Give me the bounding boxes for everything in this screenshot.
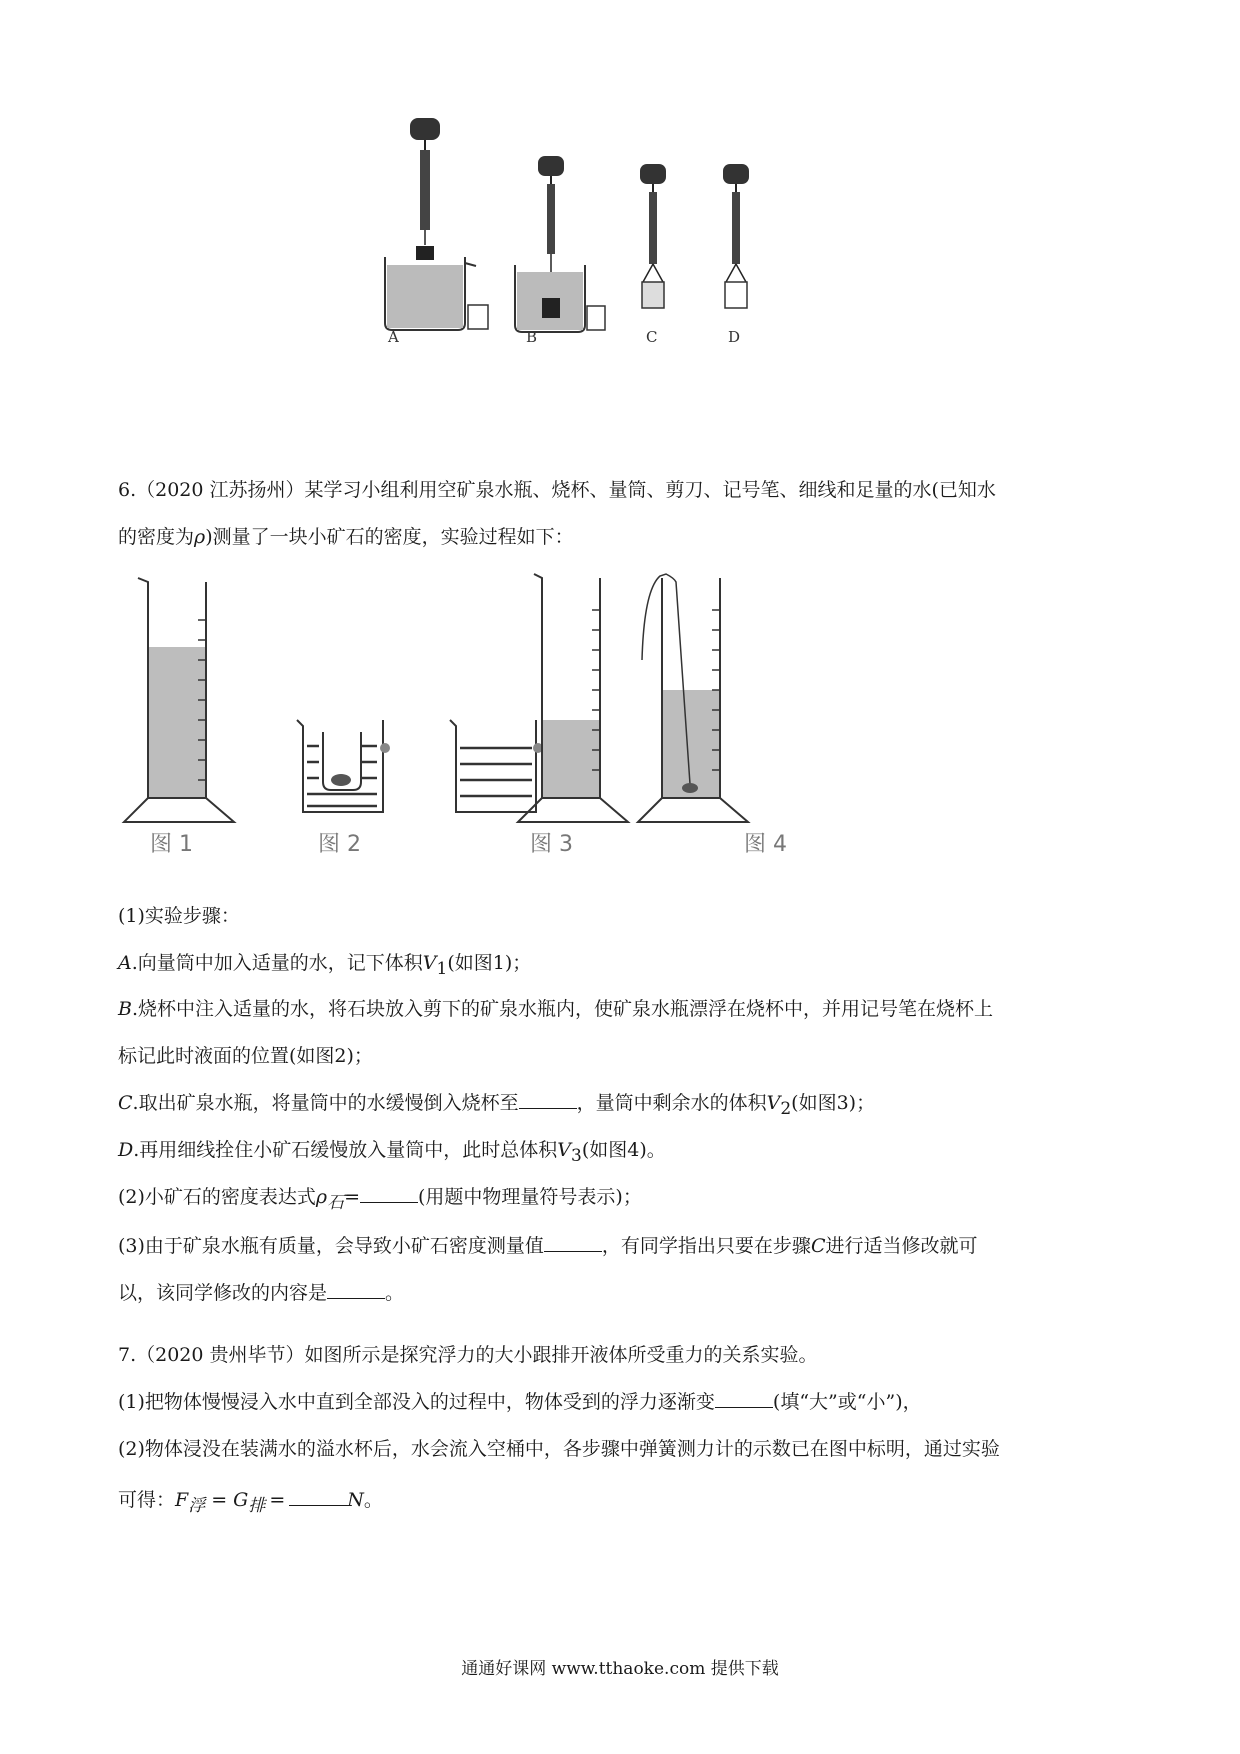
rho-stone: ρ <box>315 1186 328 1208</box>
g-sub: 排 <box>248 1495 266 1516</box>
setup-a <box>385 118 488 330</box>
step-b-text: .烧杯中注入适量的水，将石块放入剪下的矿泉水瓶内，使矿泉水瓶漂浮在烧杯中，并用记号笔在烧杯上 <box>131 998 994 1020</box>
answer-blank-force[interactable] <box>289 1487 347 1506</box>
q7-part1-tail: (填“大”或“小”)， <box>772 1391 922 1413</box>
step-c-letter: C <box>118 1092 133 1114</box>
v3-var: V <box>557 1139 572 1161</box>
spring-scale-figure <box>380 110 840 390</box>
eq-sign-2: = <box>269 1489 286 1511</box>
q6-step-c <box>118 1090 875 1122</box>
q6-header: 6.（2020 江苏扬州）某学习小组利用空矿泉水瓶、烧杯、量筒、剪刀、记号笔、细线和足量的水(已知水 <box>118 479 996 501</box>
figure-label-c: C <box>646 328 658 346</box>
setup-b <box>515 156 605 332</box>
step-a-tail: (如图1)； <box>447 952 532 974</box>
part3-text2: ，有同学指出只要在步骤 <box>601 1235 811 1257</box>
part3-text3: 进行适当修改就可 <box>825 1235 978 1257</box>
rho-stone-sub: 石 <box>327 1192 345 1213</box>
q7-part1-text: (1)把物体慢慢浸入水中直到全部没入的过程中，物体受到的浮力逐渐变 <box>118 1391 715 1413</box>
part3-text: (3)由于矿泉水瓶有质量，会导致小矿石密度测量值 <box>118 1235 544 1257</box>
answer-blank-error[interactable] <box>544 1233 602 1252</box>
eq-sign-1: = <box>211 1489 228 1511</box>
cylinder-figure <box>122 570 832 870</box>
figure-label-a: A <box>388 328 399 346</box>
graduated-cylinder-3 <box>518 574 628 822</box>
step-c-text: .取出矿泉水瓶，将量筒中的水缓慢倒入烧杯至 <box>132 1092 519 1114</box>
answer-blank-buoyancy[interactable] <box>715 1389 773 1408</box>
v2-var: V <box>766 1092 781 1114</box>
q6-header-line2-b: )测量了一块小矿石的密度，实验过程如下： <box>205 526 574 548</box>
step-c-ref: C <box>810 1235 826 1257</box>
cylinder-drawing <box>122 570 832 810</box>
answer-blank-density[interactable] <box>360 1184 418 1203</box>
part2-eq: = <box>344 1186 361 1208</box>
beaker-3 <box>450 720 543 812</box>
step-c-tail: (如图3)； <box>791 1092 876 1114</box>
q6-step-b <box>118 996 993 1022</box>
part2-tail: (用题中物理量符号表示)； <box>418 1186 642 1208</box>
step-d-text: .再用细线拴住小矿石缓慢放入量筒中，此时总体积 <box>133 1139 558 1161</box>
v2-sub: 2 <box>780 1098 792 1119</box>
q6-step-b-line2: 标记此时液面的位置(如图2)； <box>118 1045 373 1067</box>
q6-part2 <box>118 1184 642 1216</box>
q6-part3-line2 <box>118 1280 404 1306</box>
figure-label-1: 图 1 <box>150 832 193 857</box>
part3-text4: 以，该同学修改的内容是 <box>118 1282 328 1304</box>
rho-symbol: ρ <box>194 526 206 548</box>
f-sub: 浮 <box>188 1495 206 1516</box>
v1-sub: 1 <box>436 958 448 979</box>
spring-scale-drawing <box>380 110 840 350</box>
graduated-cylinder-4 <box>638 574 748 822</box>
step-d-letter: D <box>118 1139 134 1161</box>
v3-sub: 3 <box>571 1145 582 1166</box>
figure-label-4: 图 4 <box>744 832 787 857</box>
part3-end: 。 <box>385 1282 405 1304</box>
f-var: F <box>175 1489 189 1511</box>
q7-part2-lead: 可得： <box>118 1489 176 1511</box>
graduated-cylinder-1 <box>124 578 234 822</box>
answer-blank-c[interactable] <box>519 1090 577 1109</box>
step-a-text: .向量筒中加入适量的水，记下体积 <box>131 952 423 974</box>
q6-step-d <box>118 1137 666 1169</box>
beaker-2 <box>297 720 390 812</box>
figure-label-d: D <box>728 328 741 346</box>
q7-part1 <box>118 1389 922 1415</box>
step-d-tail: (如图4)。 <box>581 1139 666 1161</box>
unit-n: N <box>347 1489 364 1511</box>
q6-header-line2-a: 的密度为 <box>118 526 195 548</box>
setup-c <box>640 164 666 308</box>
setup-d <box>723 164 749 308</box>
q7-part2: (2)物体浸没在装满水的溢水杯后，水会流入空桶中，各步骤中弹簧测力计的示数已在图中标明，通过实验 <box>118 1438 1000 1460</box>
step-b-letter: B <box>118 998 132 1020</box>
step-a-letter: A <box>118 952 132 974</box>
q7-end: 。 <box>363 1489 383 1511</box>
figure-label-3: 图 3 <box>530 832 573 857</box>
v1-var: V <box>422 952 437 974</box>
g-var: G <box>233 1489 249 1511</box>
figure-label-b: B <box>526 328 538 346</box>
part2-text: (2)小矿石的密度表达式 <box>118 1186 316 1208</box>
q6-part3 <box>118 1233 978 1259</box>
step-c-text2: ，量筒中剩余水的体积 <box>576 1092 767 1114</box>
q7-part2-line2 <box>118 1487 383 1519</box>
q7-header: 7.（2020 贵州毕节）如图所示是探究浮力的大小跟排开液体所受重力的关系实验。 <box>118 1344 818 1366</box>
figure-label-2: 图 2 <box>318 832 361 857</box>
page-footer: 通通好课网 www.tthaoke.com 提供下载 <box>461 1659 779 1679</box>
q6-step-title: (1)实验步骤： <box>118 905 240 927</box>
answer-blank-modify[interactable] <box>327 1280 385 1299</box>
q6-header-line2 <box>118 524 574 550</box>
q6-step-a <box>118 950 531 982</box>
